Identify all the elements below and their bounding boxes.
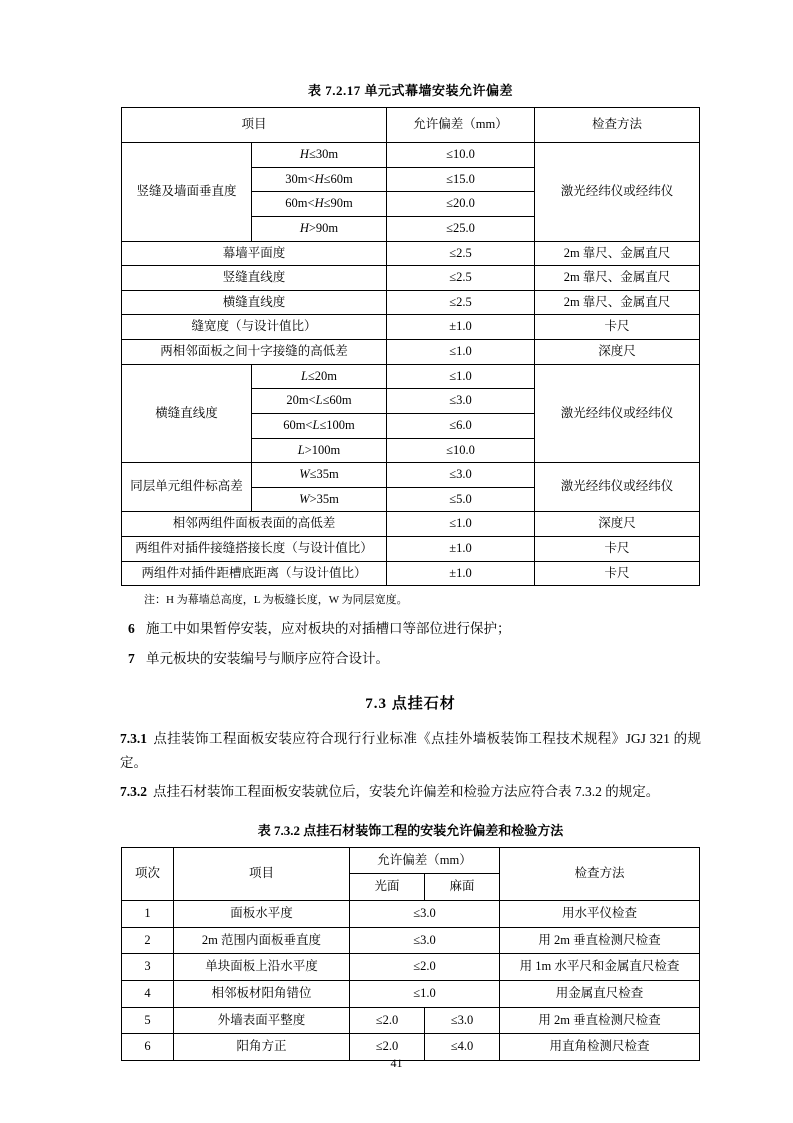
table-unit-curtain-wall-tolerance (121, 107, 700, 586)
table2-caption: 表 7.3.2 点挂石材装饰工程的安装允许偏差和检验方法 (257, 822, 564, 838)
row-tolerance: ≤2.5 (387, 266, 535, 291)
cell-item: 相邻板材阳角错位 (173, 980, 349, 1007)
row-sub: 30m<H≤60m (251, 167, 386, 192)
row-tolerance: ≤5.0 (387, 487, 535, 512)
row-tolerance: ±1.0 (387, 537, 535, 562)
row-label: 相邻两组件面板表面的高低差 (121, 512, 386, 537)
row-label: 缝宽度（与设计值比） (121, 315, 386, 340)
th-item: 项目 (121, 108, 386, 143)
cell-method: 用 1m 水平尺和金属直尺检查 (500, 954, 700, 981)
table-row (121, 463, 699, 488)
cell-item: 阳角方正 (173, 1034, 349, 1061)
row-tolerance: ≤3.0 (387, 389, 535, 414)
table-row (121, 143, 699, 168)
table-point-hung-stone-tolerance (121, 847, 700, 1061)
clause-paragraph (120, 780, 701, 804)
row-tolerance: ≤2.5 (387, 290, 535, 315)
table-row (121, 315, 699, 340)
table-row (121, 340, 699, 365)
table-row (121, 1007, 699, 1034)
row-tolerance: ≤20.0 (387, 192, 535, 217)
table-header-row (121, 108, 699, 143)
row-label: 同层单元组件标高差 (121, 463, 251, 512)
row-sub: 20m<L≤60m (251, 389, 386, 414)
table-row (121, 561, 699, 586)
row-method: 2m 靠尺、金属直尺 (535, 290, 700, 315)
cell-method: 用 2m 垂直检测尺检查 (500, 927, 700, 954)
row-method: 深度尺 (535, 340, 700, 365)
row-method: 2m 靠尺、金属直尺 (535, 241, 700, 266)
table-row (121, 364, 699, 389)
table1-note: 注：H 为幕墙总高度，L 为板缝长度，W 为同层宽度。 (144, 594, 408, 607)
th-tolerance: 允许偏差（mm） (387, 108, 535, 143)
clause-text: 点挂装饰工程面板安装应符合现行行业标准《点挂外墙板装饰工程技术规程》JGJ 321 的规定。 (120, 730, 701, 770)
row-sub: H≤30m (251, 143, 386, 168)
row-method: 卡尺 (535, 537, 700, 562)
row-sub: W≤35m (251, 463, 386, 488)
row-method: 卡尺 (535, 561, 700, 586)
row-method: 深度尺 (535, 512, 700, 537)
row-tolerance: ≤1.0 (387, 364, 535, 389)
list-item (120, 648, 701, 670)
clause-number: 7.3.2 (120, 784, 147, 800)
row-sub: L>100m (251, 438, 386, 463)
list-item-number: 7 (128, 651, 135, 667)
cell-item: 外墙表面平整度 (173, 1007, 349, 1034)
clause-number: 7.3.1 (120, 730, 147, 746)
cell-tolerance-glossy: ≤2.0 (349, 1007, 424, 1034)
row-method: 激光经纬仪或经纬仪 (535, 143, 700, 242)
cell-index: 1 (121, 901, 173, 928)
row-tolerance: ±1.0 (387, 561, 535, 586)
table-row (121, 980, 699, 1007)
th-method: 检查方法 (535, 108, 700, 143)
section-heading: 7.3 点挂石材 (365, 695, 456, 712)
row-method: 卡尺 (535, 315, 700, 340)
th-matte: 麻面 (424, 874, 499, 901)
row-tolerance: ≤10.0 (387, 143, 535, 168)
list-item-text: 单元板块的安装编号与顺序应符合设计。 (146, 651, 389, 667)
row-label: 两组件对插件接缝搭接长度（与设计值比） (121, 537, 386, 562)
cell-item: 单块面板上沿水平度 (173, 954, 349, 981)
row-tolerance: ≤2.5 (387, 241, 535, 266)
row-tolerance: ≤10.0 (387, 438, 535, 463)
cell-method: 用金属直尺检查 (500, 980, 700, 1007)
row-label: 竖缝直线度 (121, 266, 386, 291)
row-sub: L≤20m (251, 364, 386, 389)
clause-paragraph (120, 727, 701, 774)
cell-method: 用水平仪检查 (500, 901, 700, 928)
row-label: 两组件对插件距槽底距离（与设计值比） (121, 561, 386, 586)
row-tolerance: ≤25.0 (387, 216, 535, 241)
cell-tolerance: ≤1.0 (349, 980, 499, 1007)
list-item (120, 618, 701, 640)
row-method: 激光经纬仪或经纬仪 (535, 463, 700, 512)
th-tolerance: 允许偏差（mm） (349, 847, 499, 874)
cell-tolerance-matte: ≤4.0 (424, 1034, 499, 1061)
row-tolerance: ≤1.0 (387, 512, 535, 537)
row-sub: W>35m (251, 487, 386, 512)
row-label: 幕墙平面度 (121, 241, 386, 266)
cell-method: 用 2m 垂直检测尺检查 (500, 1007, 700, 1034)
th-method: 检查方法 (500, 847, 700, 900)
table-header-row (121, 847, 699, 874)
row-method: 激光经纬仪或经纬仪 (535, 364, 700, 463)
table1-caption: 表 7.2.17 单元式幕墙安装允许偏差 (307, 83, 513, 98)
cell-index: 5 (121, 1007, 173, 1034)
cell-tolerance: ≤2.0 (349, 954, 499, 981)
table-row (121, 954, 699, 981)
row-label: 横缝直线度 (121, 364, 251, 463)
row-sub: H>90m (251, 216, 386, 241)
cell-tolerance-glossy: ≤2.0 (349, 1034, 424, 1061)
cell-method: 用直角检测尺检查 (500, 1034, 700, 1061)
list-item-number: 6 (128, 620, 135, 636)
list-item-text: 施工中如果暂停安装，应对板块的对插槽口等部位进行保护； (146, 620, 511, 636)
row-tolerance: ≤6.0 (387, 413, 535, 438)
row-tolerance: ≤3.0 (387, 463, 535, 488)
cell-tolerance-matte: ≤3.0 (424, 1007, 499, 1034)
cell-item: 面板水平度 (173, 901, 349, 928)
row-label: 竖缝及墙面垂直度 (121, 143, 251, 242)
table-row (121, 537, 699, 562)
table-row (121, 512, 699, 537)
cell-index: 4 (121, 980, 173, 1007)
cell-index: 6 (121, 1034, 173, 1061)
page-number: 41 (390, 1056, 403, 1070)
th-glossy: 光面 (349, 874, 424, 901)
cell-index: 2 (121, 927, 173, 954)
cell-tolerance: ≤3.0 (349, 927, 499, 954)
table-row (121, 241, 699, 266)
table-row (121, 901, 699, 928)
table-row (121, 266, 699, 291)
row-label: 横缝直线度 (121, 290, 386, 315)
table-row (121, 290, 699, 315)
table-row (121, 927, 699, 954)
clause-text: 点挂石材装饰工程面板安装就位后，安装允许偏差和检验方法应符合表 7.3.2 的规定。 (153, 784, 660, 800)
row-tolerance: ≤1.0 (387, 340, 535, 365)
th-index: 项次 (121, 847, 173, 900)
row-tolerance: ≤15.0 (387, 167, 535, 192)
row-sub: 60m<L≤100m (251, 413, 386, 438)
row-tolerance: ±1.0 (387, 315, 535, 340)
th-item: 项目 (173, 847, 349, 900)
cell-tolerance: ≤3.0 (349, 901, 499, 928)
row-method: 2m 靠尺、金属直尺 (535, 266, 700, 291)
cell-item: 2m 范围内面板垂直度 (173, 927, 349, 954)
row-sub: 60m<H≤90m (251, 192, 386, 217)
cell-index: 3 (121, 954, 173, 981)
row-label: 两相邻面板之间十字接缝的高低差 (121, 340, 386, 365)
